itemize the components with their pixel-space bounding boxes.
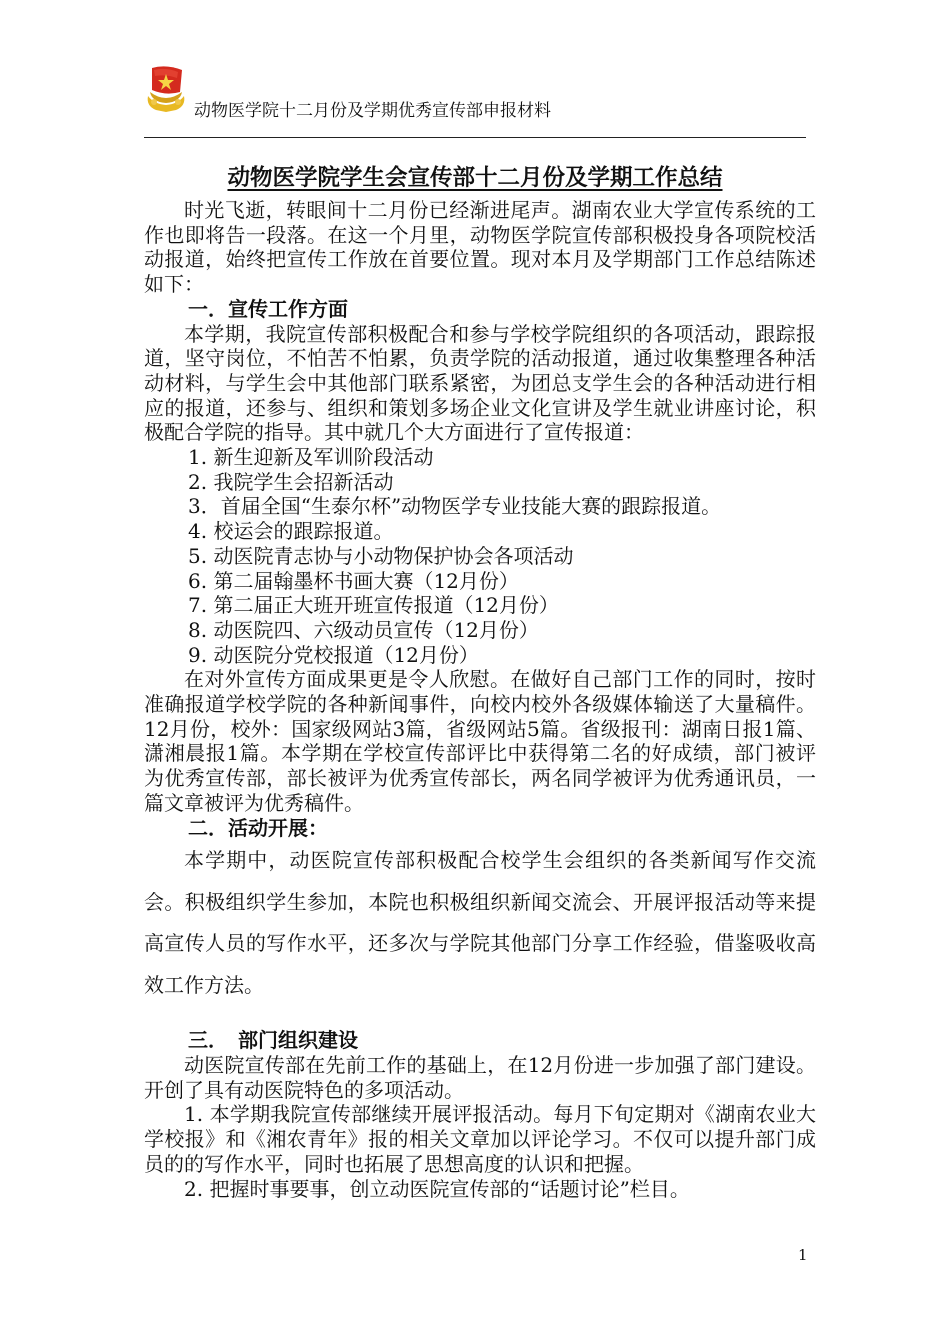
- section3-paragraph-2: 1. 本学期我院宣传部继续开展评报活动。每月下旬定期对《湖南农业大学校报》和《湘农青年》报的相关文章加以评论学习。不仅可以提升部门成员的的写作水平，同时也拓展了思想高度的认识和把握。: [144, 1102, 816, 1176]
- section3-paragraph-3: 2. 把握时事要事，创立动医院宣传部的“话题讨论”栏目。: [184, 1176, 690, 1201]
- page-header: [144, 62, 806, 140]
- list-item: 6. 第二届翰墨杯书画大赛（12月份）: [188, 568, 519, 593]
- section1-paragraph-1: 本学期，我院宣传部积极配合和参与学校学院组织的各项活动，跟踪报道，坚守岗位，不怕苦不怕累，负责学院的活动报道，通过收集整理各种活动材料，与学生会中其他部门联系紧密，为团总支学生会的各种活动进行相应的报道，还参与、组织和策划多场企业文化宣讲及学生就业讲座讨论，积极配合学院的指导。其中就几个大方面进行了宣传报道：: [144, 321, 816, 445]
- section1-paragraph-2: 在对外宣传方面成果更是令人欣慰。在做好自己部门工作的同时，按时准确报道学校学院的各种新闻事件，向校内校外各级媒体输送了大量稿件。12月份，校外：国家级网站3篇，省级网站5篇。省级报刊：湖南日报1篇、潇湘晨报1篇。本学期在学校宣传部评比中获得第二名的好成绩，部门被评为优秀宣传部，部长被评为优秀宣传部长，两名同学被评为优秀通讯员，一篇文章被评为优秀稿件。: [144, 667, 816, 815]
- list-item: 2. 我院学生会招新活动: [188, 469, 394, 494]
- document-body: [144, 198, 816, 1201]
- list-item: 9. 动医院分党校报道（12月份）: [188, 642, 479, 667]
- section2-paragraph: 本学期中，动医院宣传部积极配合校学生会组织的各类新闻写作交流会。积极组织学生参加，本院也积极组织新闻交流会、开展评报活动等来提高宣传人员的写作水平，还多次与学院其他部门分享工作经验，借鉴吸收高效工作方法。: [144, 848, 816, 997]
- list-item: 5. 动医院青志协与小动物保护协会各项活动: [188, 543, 574, 568]
- section3-heading: 三． 部门组织建设: [188, 1028, 358, 1053]
- list-item: 7. 第二届正大班开班宣传报道（12月份）: [188, 593, 559, 618]
- intro-paragraph: 时光飞逝，转眼间十二月份已经渐进尾声。湖南农业大学宣传系统的工作也即将告一段落。在这一个月里，动物医学院宣传部积极投身各项院校活动报道，始终把宣传工作放在首要位置。现对本月及学期部门工作总结陈述如下：: [144, 198, 816, 297]
- list-item: 4. 校运会的跟踪报道。: [188, 519, 394, 544]
- spacer: [144, 1006, 816, 1028]
- section2-heading: 二．活动开展：: [188, 815, 328, 840]
- list-item: 8. 动医院四、六级动员宣传（12月份）: [188, 617, 539, 642]
- section3-paragraph-1: 动医院宣传部在先前工作的基础上，在12月份进一步加强了部门建设。开创了具有动医院特色的多项活动。: [144, 1052, 816, 1102]
- header-divider: [144, 137, 806, 138]
- youth-league-emblem-icon: [144, 62, 188, 112]
- list-item: 1. 新生迎新及军训阶段活动: [188, 445, 434, 470]
- section1-heading: 一．宣传工作方面: [188, 296, 348, 321]
- header-title: 动物医学院十二月份及学期优秀宣传部申报材料: [194, 101, 551, 121]
- page-number: 1: [798, 1246, 808, 1264]
- list-item: 3．首届全国“生泰尔杯”动物医学专业技能大赛的跟踪报道。: [188, 494, 722, 519]
- document-title: 动物医学院学生会宣传部十二月份及学期工作总结: [227, 165, 723, 191]
